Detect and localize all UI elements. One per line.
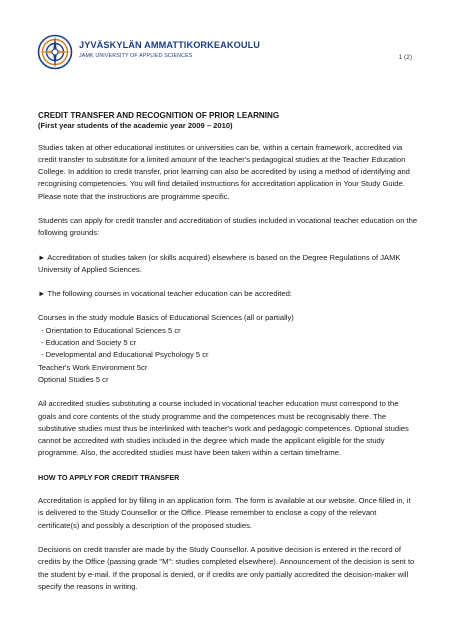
list-item: Teacher's Work Environment 5cr (38, 362, 148, 372)
intro-paragraph: Studies taken at other educational institutes or universities can be, within a certain framework, accredited via credit transfer to substitute for a limited amount of the teacher's pedagogical studies at the Teacher Education College. In addition to credit transfer, prior learning can also be accredited by using a method of identifying and recognising competencies. You will find detailed instructions for accreditation application in Your Study Guide. Please note that the instructions are programme specific. (38, 142, 410, 201)
section-heading: HOW TO APPLY FOR CREDIT TRANSFER (38, 472, 180, 482)
accredited-studies-paragraph: All accredited studies substituting a course included in vocational teacher education must correspond to the goals and core contents of the study programme and the competences must be recognisably there. The substitutive studies must thus be interlinked with teacher's work and pedagogic competences. Optional studies cannot be accredited with studies included in the degree which made the applicant eligible for the study programme. Also, the accredited studies must have been taken within a certain timeframe. (38, 399, 409, 458)
document-subtitle: (First year students of the academic year 2009 – 2010) (38, 121, 233, 131)
apply-paragraph: Accreditation is applied for by filling in an application form. The form is available at our website. Once filled in, it is delivered to the Study Counsellor or the Office. Please remember to enclose a copy of the relevant certificate(s) and possibly a description of the proposed studies. (38, 496, 411, 530)
course-list (38, 312, 418, 386)
decision-paragraph: Decisions on credit transfer are made by the Study Counsellor. A positive decision is entered in the record of credits by the Office (passing grade "M": studies completed elsewhere). Announcement of the decision is sent to the student by e-mail. If the proposal is denied, or if credits are only partially accredited the decision-maker will specify the reasons in writing. (38, 544, 415, 591)
list-item: - Developmental and Educational Psychology 5 cr (41, 350, 209, 360)
list-item: - Orientation to Educational Sciences 5 cr (41, 325, 181, 335)
course-list-intro: Courses in the study module Basics of Educational Sciences (all or partially) (38, 313, 294, 323)
bullet-paragraph-courses: ► The following courses in vocational teacher education can be accredited: (38, 289, 292, 299)
document-title: CREDIT TRANSFER AND RECOGNITION OF PRIOR LEARNING (38, 111, 280, 120)
page-number: 1 (2) (398, 54, 412, 61)
grounds-paragraph: Students can apply for credit transfer and accreditation of studies included in vocational teacher education on the following grounds: (38, 215, 418, 238)
org-name-finnish: JYVÄSKYLÄN AMMATTIKORKEAKOULU (79, 40, 261, 50)
list-item: Optional Studies 5 cr (38, 374, 109, 384)
bullet-paragraph-regulations: ► Accreditation of studies taken (or skills acquired) elsewhere is based on the Degree Regulations of JAMK University of Applied Sciences. (38, 252, 401, 274)
org-name-english: JAMK UNIVERSITY OF APPLIED SCIENCES (79, 53, 193, 59)
organization-name (79, 40, 260, 60)
university-emblem-icon (37, 34, 73, 70)
list-item: - Education and Society 5 cr (41, 338, 136, 348)
document-body (38, 111, 418, 605)
